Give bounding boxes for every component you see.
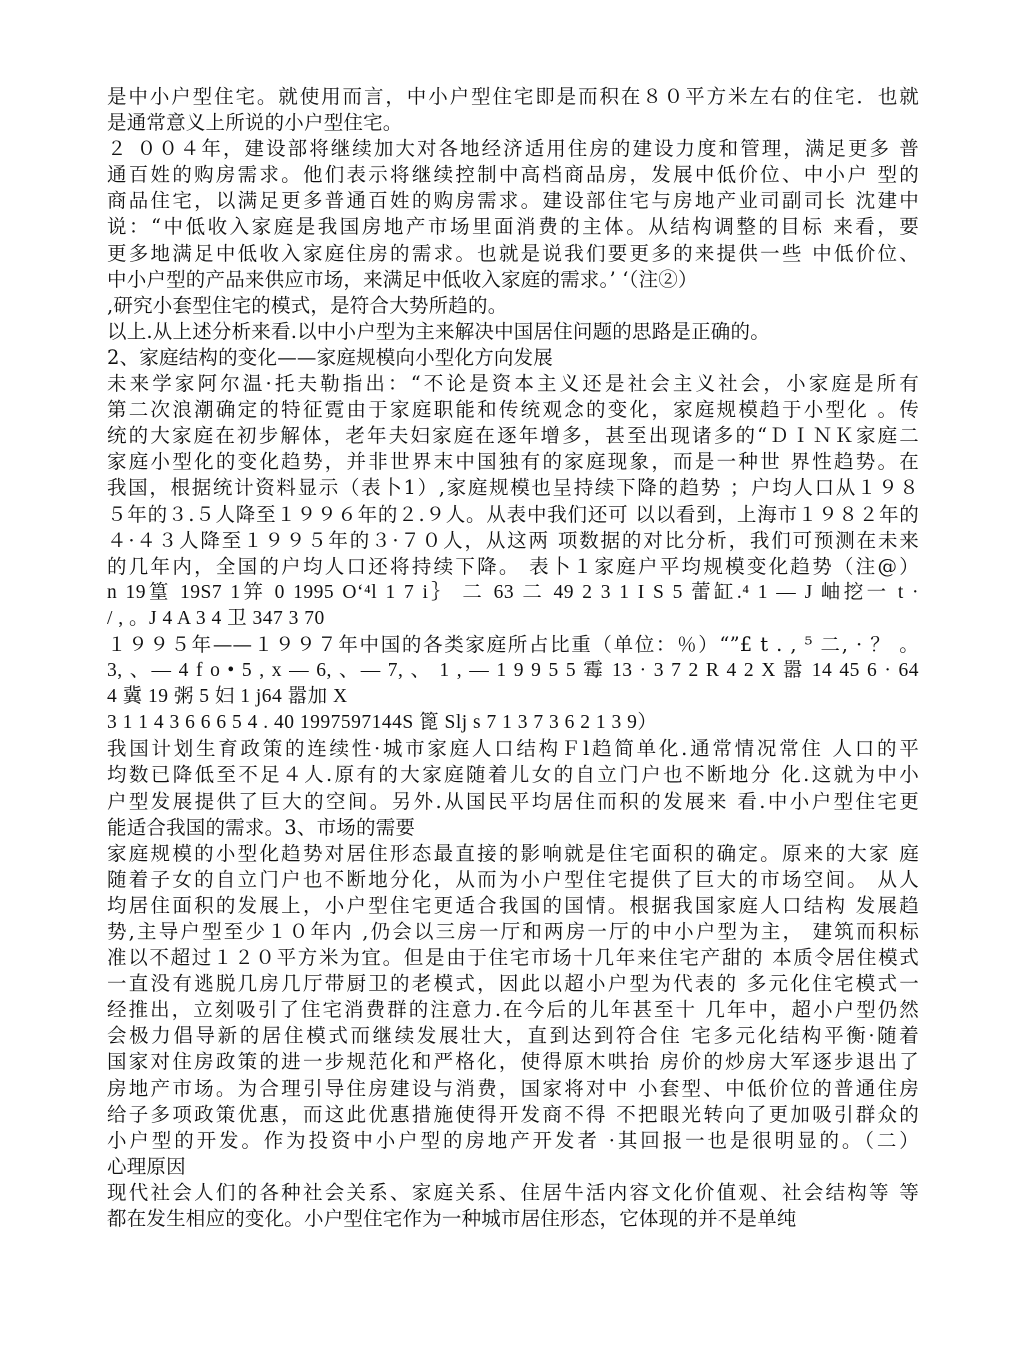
text-line: 家庭小型化的变化趋势，并非世界末中国独有的家庭现象，而是一种世 界性趋势。在 [107, 450, 919, 474]
text-line: 是通常意义上所说的小户型住宅。 [107, 111, 403, 135]
text-line: 的几年内，全国的户均人口还将持续下降。 表卜１家庭户平均规模变化趋势（注@） [107, 554, 919, 578]
text-line: ４·４３人降至１９９５年的３·７０人，从这两 项数据的对比分析，我们可预测在未来 [107, 528, 919, 552]
text-line: 户型发展提供了巨大的空间。另外.从国民平均居住而积的发展来 看.中小户型住宅更 [107, 789, 919, 813]
text-line: 一直没有逃脱几房几厅带厨卫的老模式，因此以超小户型为代表的 多元化住宅模式一 [107, 972, 919, 996]
text-line: 经推出，立刻吸引了住宅消费群的注意力.在今后的儿年甚至十 几年中，超小户型仍然 [107, 998, 919, 1022]
text-line: 现代社会人们的各种社会关系、家庭关系、住居牛活内容文化价值观、社会结构等 等 [107, 1180, 919, 1204]
text-line: 3, 、— 4 f o • 5 , x — 6, 、— 7, 、 1 , — 1 9 9 5 5 霉 13 · 3 7 2 R 4 2 X 嚣 14 45 6 · 64 [107, 660, 919, 682]
document-body [107, 84, 919, 1232]
text-line: 第二次浪潮确定的特征霓由于家庭职能和传统观念的变化，家庭规模趋于小型化 。传 [107, 398, 919, 422]
text-line: 准以不超过１２０平方米为宜。但是由于住宅市场十几年来住宅产甜的 本质令居住模式 [107, 946, 919, 970]
text-line: 都在发生相应的变化。小户型住宅作为一种城市居住形态，它体现的并不是单纯 [107, 1207, 797, 1231]
text-line: 能适合我国的需求。3、市场的需要 [107, 815, 416, 839]
text-line: 说：“中低收入家庭是我国房地产市场里面消费的主体。从结构调整的目标 来看，要 [107, 215, 919, 239]
text-line: 通百姓的购房需求。他们表示将继续控制中高档商品房，发展中低价位、中小户 型的 [107, 163, 919, 187]
text-line: n 19篁 19S7 1笄 0 1995 O‘⁴l 1 7 i｝ 二 63 二 49 2 3 1 I S 5 蕾缸.⁴ 1 — J 岫挖一 t · [107, 581, 919, 603]
text-line: 以上.从上述分析来看.以中小户型为主来解决中国居住问题的思路是正确的。 [107, 319, 770, 343]
text-line: 会极力倡导新的居住模式而继续发展壮大，直到达到符合住 宅多元化结构平衡·随着 [107, 1024, 919, 1048]
text-line: ５年的３.５人降至１９９６年的２.９人。从表中我们还可 以以看到，上海市１９８２年的 [107, 502, 919, 526]
text-line: 是中小户型住宅。就使用而言，中小户型住宅即是而积在８０平方米左右的住宅．也就 [107, 85, 919, 108]
text-line: 随着子女的自立门户也不断地分化，从而为小户型住宅提供了巨大的市场空间。 从人 [107, 867, 919, 891]
text-line: / , 。J 4 A 3 4 卫 347 3 70 [107, 607, 325, 629]
text-line: 我国计划生育政策的连续性·城市家庭人口结构Ｆl趋简单化.通常情况常住 人口的平 [107, 737, 919, 761]
text-line: 3 1 1 4 3 6 6 6 5 4 . 40 1997597144S 篦 Slj s 7 1 3 7 3 6 2 1 3 9） [107, 712, 658, 734]
text-line: ２ ００４年，建设部将继续加大对各地经济适用住房的建设力度和管理，满足更多 普 [107, 137, 919, 161]
text-line: 房地产市场。为合理引导住房建设与消费，国家将对中 小套型、中低价位的普通住房 [107, 1076, 919, 1100]
text-line: 心理原因 [107, 1154, 186, 1178]
text-line: 均数已降低至不足４人.原有的大家庭随着儿女的自立门户也不断地分 化.这就为中小 [107, 763, 919, 787]
text-line: 给子多项政策优惠，而这此优惠措施使得开发商不得 不把眼光转向了更加吸引群众的 [107, 1102, 919, 1126]
text-line: 4 冀 19 粥 5 妇 1 j64 嚣加 X [107, 686, 348, 708]
text-line: 小户型的开发。作为投资中小户型的房地产开发者 ·其回报一也是很明显的。（二） [107, 1128, 919, 1152]
text-line: 统的大家庭在初步解体，老年夫妇家庭在逐年增多，甚至出现诸多的“ＤＩＮＫ家庭二 [107, 424, 919, 448]
text-line: 中小户型的产品来供应市场，来满足中低收入家庭的需求。’ ‘（注②） [107, 267, 698, 291]
text-line: １９９５年——１９９７年中国的各类家庭所占比重（单位：％）“”£ t . , ⁵ 二, · ？ 。 [107, 632, 919, 656]
text-line: 更多地满足中低收入家庭住房的需求。也就是说我们要更多的来提供一些 中低价位、 [107, 241, 919, 265]
text-line: ,研究小套型住宅的模式，是符合大势所趋的。 [107, 293, 508, 317]
text-line: 我国，根据统计资料显示（表卜1）,家庭规模也呈持续下降的趋势 ；户均人口从１９８ [107, 476, 919, 500]
text-line: 势,主导户型至少１０年内 ,仍会以三房一厅和两房一厅的中小户型为主， 建筑而积标 [107, 920, 919, 943]
text-line: 家庭规模的小型化趋势对居住形态最直接的影响就是住宅面积的确定。原来的大家 庭 [107, 841, 919, 865]
text-line: 2、家庭结构的变化——家庭规模向小型化方向发展 [107, 345, 554, 369]
text-line: 商品住宅，以满足更多普通百姓的购房需求。建设部住宅与房地产业司副司长 沈建中 [107, 189, 919, 213]
text-line: 国家对住房政策的进一步规范化和严格化，使得原木哄抬 房价的炒房大军逐步退出了 [107, 1050, 919, 1074]
text-line: 未来学家阿尔温·托夫勒指出：“不论是资本主义还是社会主义社会，小家庭是所有 [107, 372, 919, 396]
text-line: 均居住面积的发展上，小户型住宅更适合我国的国情。根据我国家庭人口结构 发展趋 [107, 893, 919, 917]
